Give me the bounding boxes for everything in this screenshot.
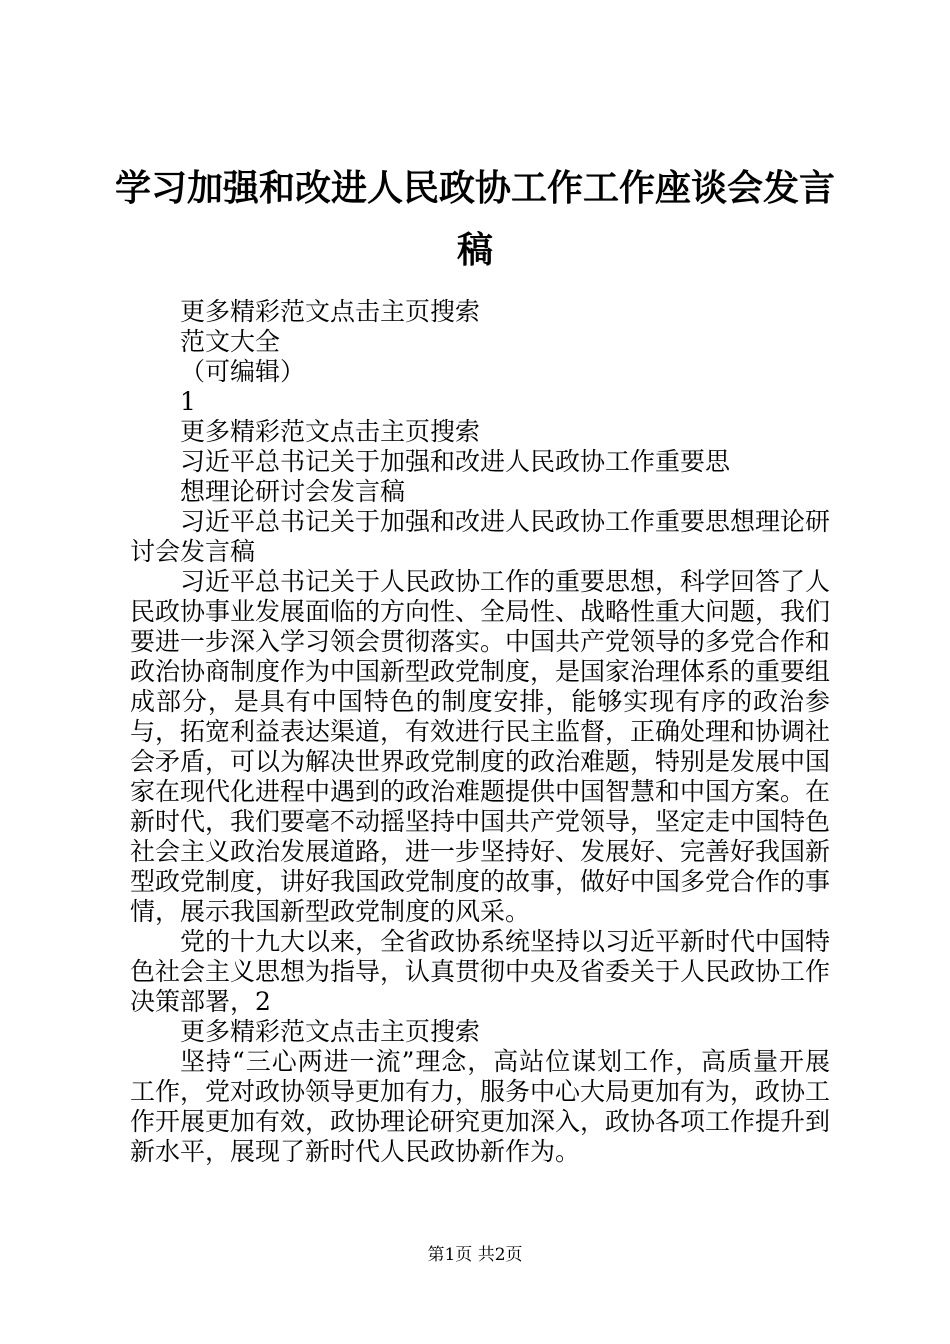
subtitle-line: 范文大全 bbox=[180, 327, 281, 356]
promo-line: 更多精彩范文点击主页搜索 bbox=[180, 1017, 481, 1046]
paragraph: 习近平总书记关于人民政协工作的重要思想，科学回答了人民政协事业发展面临的方向性、全局性、战略性重大问题，我们要进一步深入学习领会贯彻落实。中国共产党领导的多党合作和政治协商制度作为中国新型政党制度，是国家治理体系的重要组成部分，是具有中国特色的制度安排，能够实现有序的政治参与，拓宽利益表达渠道，有效进行民主监督，正确处理和协调社会矛盾，可以为解决世界政党制度的政治难题，特别是发展中国家在现代化进程中遇到的政治难题提供中国智慧和中国方案。在新时代，我们要毫不动摇坚持中国共产党领导，坚定走中国特色社会主义政治发展道路，进一步坚持好、发展好、完善好我国新型政党制度，讲好我国政党制度的故事，做好中国多党合作的事情，展示我国新型政党制度的风采。 bbox=[130, 567, 831, 926]
heading-line: 想理论研讨会发言稿 bbox=[180, 477, 406, 506]
heading-line: 习近平总书记关于加强和改进人民政协工作重要思 bbox=[180, 447, 731, 476]
promo-line: 更多精彩范文点击主页搜索 bbox=[180, 417, 481, 446]
page-footer: 第1页 共2页 bbox=[427, 1245, 523, 1265]
document-title: 学习加强和改进人民政协工作工作座谈会发言稿 bbox=[114, 168, 835, 271]
paragraph: 坚持“三心两进一流”理念，高站位谋划工作，高质量开展工作，党对政协领导更加有力，服务中心大局更加有为，政协工作开展更加有效，政协理论研究更加深入，政协各项工作提升到新水平，展现了新时代人民政协新作为。 bbox=[130, 1047, 831, 1166]
document-body bbox=[130, 297, 830, 1167]
paragraph: 习近平总书记关于加强和改进人民政协工作重要思想理论研讨会发言稿 bbox=[130, 507, 831, 566]
paragraph: 党的十九大以来，全省政协系统坚持以习近平新时代中国特色社会主义思想为指导，认真贯彻中央及省委关于人民政协工作决策部署，2 bbox=[130, 927, 831, 1016]
page-marker: 1 bbox=[180, 387, 196, 416]
editable-note: （可编辑） bbox=[180, 357, 306, 386]
promo-line: 更多精彩范文点击主页搜索 bbox=[180, 297, 481, 326]
